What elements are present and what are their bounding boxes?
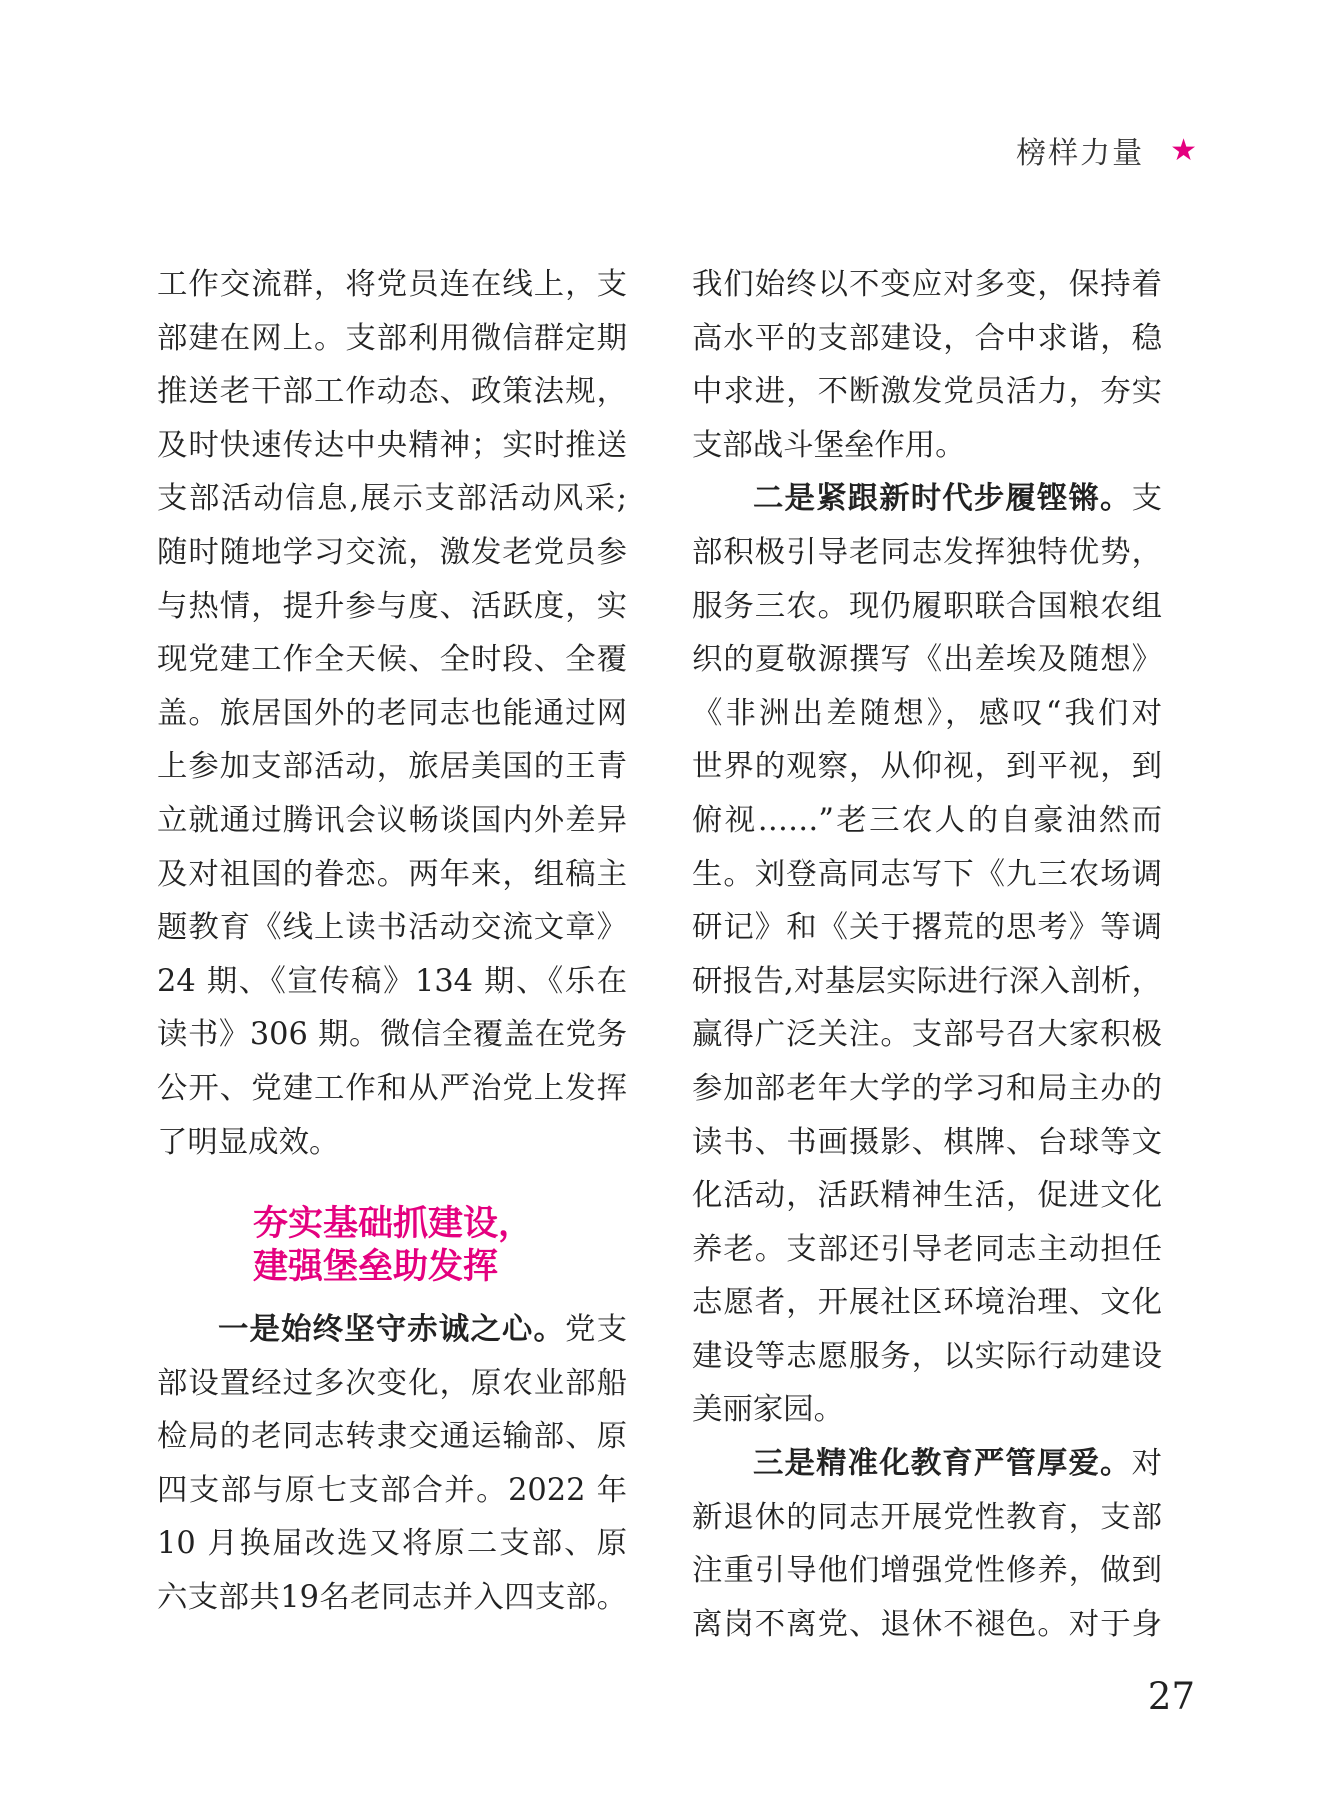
text-line: 离岗不离党、退休不褪色。对于身 [692,1606,1162,1642]
text-line: 盖。旅居国外的老同志也能通过网 [157,695,627,731]
text-line: 读书、书画摄影、棋牌、台球等文 [692,1124,1162,1160]
text-line: 服务三农。现仍履职联合国粮农组 [692,588,1162,624]
text: 对 [1131,1446,1162,1482]
text-line: 研记》和《关于撂荒的思考》等调 [692,910,1162,946]
text-line: 部积极引导老同志发挥独特优势， [692,534,1162,570]
text-line: 公开、党建工作和从严治党上发挥 [157,1070,627,1106]
text-line: 随时随地学习交流，激发老党员参 [157,534,627,570]
bold-lead: 二是紧跟新时代步履铿锵。 [753,481,1132,517]
text-line: 建设等志愿服务，以实际行动建设 [692,1338,1162,1374]
paragraph [157,1303,627,1625]
text-line: 四支部与原七支部合并。2022 年 [157,1472,627,1508]
text-line: 俯视……”老三农人的自豪油然而 [692,802,1162,838]
text-line: 现党建工作全天候、全时段、全覆 [157,642,627,678]
paragraph [157,258,627,1169]
text-line: 高水平的支部建设，合中求谐，稳 [692,320,1162,356]
text-line: 织的夏敬源撰写《出差埃及随想》 [692,642,1162,678]
text-line: 赢得广泛关注。支部号召大家积极 [692,1017,1162,1053]
text-line: 志愿者，开展社区环境治理、文化 [692,1285,1162,1321]
text-line: 美丽家园。 [692,1392,844,1428]
text-line: 了明显成效。 [157,1124,340,1160]
text-line: 注重引导他们增强党性修养，做到 [692,1553,1162,1589]
text-line: 部设置经过多次变化，原农业部船 [157,1365,627,1401]
text-line: 我们始终以不变应对多变，保持着 [692,267,1162,302]
text-line: 部建在网上。支部利用微信群定期 [157,320,627,356]
text-line: 上参加支部活动，旅居美国的王青 [157,749,627,785]
right-column [692,258,1162,1651]
text-line: 《非洲出差随想》，感叹“我们对 [692,695,1162,731]
text: 支 [1131,481,1162,517]
text-line: 六支部共19名老同志并入四支部。 [157,1580,627,1616]
heading-line: 建强堡垒助发挥 [253,1247,499,1288]
left-column [157,258,627,1625]
text-line: 世界的观察，从仰视，到平视，到 [692,749,1162,785]
bold-lead: 三是精准化教育严管厚爱。 [753,1446,1132,1482]
paragraph-lines [692,526,1162,1437]
text-line: 中求进，不断激发党员活力，夯实 [692,374,1162,410]
text-line: 及时快速传达中央精神；实时推送 [157,427,627,463]
text-line: 及对祖国的眷恋。两年来，组稿主 [157,856,627,892]
text-line: 生。刘登高同志写下《九三农场调 [692,856,1162,892]
text-line: 新退休的同志开展党性教育，支部 [692,1499,1162,1535]
text-line: 读书》306 期。微信全覆盖在党务 [157,1017,627,1053]
text-line: 化活动，活跃精神生活，促进文化 [692,1178,1162,1214]
paragraph-first-line [692,1437,1162,1491]
text-line: 支部活动信息,展示支部活动风采; [157,481,627,517]
text-line: 支部战斗堡垒作用。 [692,427,966,463]
heading-line: 夯实基础抓建设， [253,1204,534,1245]
paragraph [692,1437,1162,1651]
text: 党支 [565,1312,627,1348]
text-line: 养老。支部还引导老同志主动担任 [692,1231,1162,1267]
text-line: 立就通过腾讯会议畅谈国内外差异 [157,802,627,838]
text-line: 推送老干部工作动态、政策法规， [157,374,627,410]
text-line: 题教育《线上读书活动交流文章》 [157,910,627,946]
star-icon: ★ [1170,132,1197,168]
paragraph-first-line [157,1303,627,1357]
paragraph [692,472,1162,1437]
text-line: 研报告,对基层实际进行深入剖析， [692,963,1162,999]
section-title: 榜样力量 [1016,136,1145,171]
paragraph [692,258,1162,472]
page-header [1016,128,1197,172]
bold-lead: 一是始终坚守赤诚之心。 [218,1312,566,1348]
text-line: 参加部老年大学的学习和局主办的 [692,1070,1162,1106]
paragraph-lines [157,1357,627,1625]
text-line: 10 月换届改选又将原二支部、原 [157,1526,627,1562]
paragraph-first-line [692,472,1162,526]
text-line: 工作交流群，将党员连在线上，支 [157,267,627,302]
text-line: 24 期、《宣传稿》134 期、《乐在 [157,963,627,999]
page-number: 27 [1147,1675,1195,1718]
section-heading [157,1203,627,1289]
text-line: 检局的老同志转隶交通运输部、原 [157,1419,627,1455]
paragraph-lines [692,1491,1162,1652]
text-line: 与热情，提升参与度、活跃度，实 [157,588,627,624]
